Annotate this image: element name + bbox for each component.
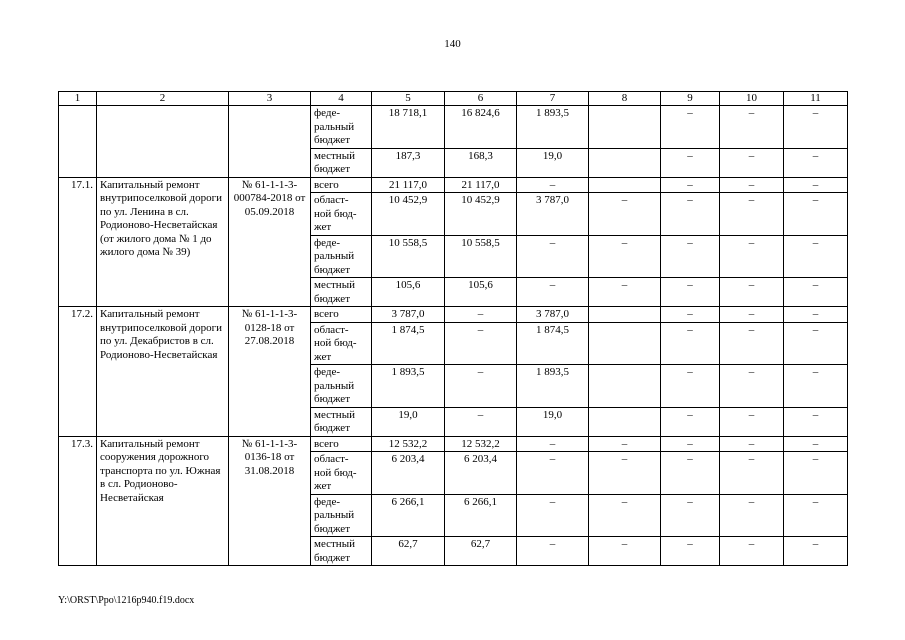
funding-source: феде- ральный бюджет — [311, 494, 372, 537]
column-header-1: 1 — [59, 92, 97, 106]
value-cell-col-11: – — [784, 436, 848, 452]
page-number: 140 — [444, 38, 461, 50]
column-header-8: 8 — [589, 92, 661, 106]
table-header-row — [59, 92, 848, 106]
value-cell-col-6: 10 452,9 — [445, 193, 517, 236]
value-cell-col-6: 62,7 — [445, 537, 517, 566]
value-cell-col-10: – — [720, 365, 784, 408]
funding-source: местный бюджет — [311, 537, 372, 566]
table-row — [59, 177, 848, 193]
funding-source: област- ной бюд- жет — [311, 193, 372, 236]
value-cell-col-11: – — [784, 106, 848, 149]
value-cell-col-5: 105,6 — [372, 278, 445, 307]
funding-source: местный бюджет — [311, 278, 372, 307]
value-cell-col-6: 21 117,0 — [445, 177, 517, 193]
value-cell-col-5: 3 787,0 — [372, 307, 445, 323]
value-cell-col-10: – — [720, 322, 784, 365]
funding-source: местный бюджет — [311, 148, 372, 177]
value-cell-col-6: – — [445, 307, 517, 323]
value-cell-col-5: 6 203,4 — [372, 452, 445, 495]
value-cell-col-5: 62,7 — [372, 537, 445, 566]
item-document — [229, 106, 311, 178]
value-cell-col-8 — [589, 307, 661, 323]
value-cell-col-10: – — [720, 494, 784, 537]
value-cell-col-8: – — [589, 278, 661, 307]
value-cell-col-8 — [589, 407, 661, 436]
value-cell-col-6: 12 532,2 — [445, 436, 517, 452]
value-cell-col-5: 10 558,5 — [372, 235, 445, 278]
value-cell-col-11: – — [784, 177, 848, 193]
value-cell-col-6: 105,6 — [445, 278, 517, 307]
value-cell-col-7: 3 787,0 — [517, 193, 589, 236]
value-cell-col-8: – — [589, 235, 661, 278]
value-cell-col-9: – — [661, 537, 720, 566]
value-cell-col-9: – — [661, 407, 720, 436]
value-cell-col-9: – — [661, 177, 720, 193]
file-path-footer: Y:\ORST\Ppo\1216p940.f19.docx — [58, 595, 195, 606]
value-cell-col-9: – — [661, 322, 720, 365]
value-cell-col-10: – — [720, 193, 784, 236]
value-cell-col-9: – — [661, 193, 720, 236]
value-cell-col-7: – — [517, 537, 589, 566]
funding-source: феде- ральный бюджет — [311, 106, 372, 149]
value-cell-col-7: 19,0 — [517, 407, 589, 436]
value-cell-col-7: 3 787,0 — [517, 307, 589, 323]
item-name: Капитальный ремонт внутрипоселковой дороги по ул. Декабристов в сл. Родионово-Несветайская — [97, 307, 229, 437]
value-cell-col-6: – — [445, 365, 517, 408]
value-cell-col-5: 21 117,0 — [372, 177, 445, 193]
value-cell-col-11: – — [784, 407, 848, 436]
value-cell-col-7: 1 893,5 — [517, 106, 589, 149]
column-header-2: 2 — [97, 92, 229, 106]
value-cell-col-10: – — [720, 537, 784, 566]
value-cell-col-5: 187,3 — [372, 148, 445, 177]
value-cell-col-8 — [589, 177, 661, 193]
value-cell-col-6: – — [445, 407, 517, 436]
value-cell-col-8 — [589, 106, 661, 149]
value-cell-col-11: – — [784, 235, 848, 278]
funding-source: феде- ральный бюджет — [311, 235, 372, 278]
table-row — [59, 106, 848, 149]
value-cell-col-9: – — [661, 278, 720, 307]
value-cell-col-11: – — [784, 307, 848, 323]
value-cell-col-9: – — [661, 235, 720, 278]
value-cell-col-8 — [589, 322, 661, 365]
column-header-3: 3 — [229, 92, 311, 106]
value-cell-col-10: – — [720, 407, 784, 436]
value-cell-col-5: 19,0 — [372, 407, 445, 436]
value-cell-col-6: 168,3 — [445, 148, 517, 177]
item-document: № 61-1-1-3-0136-18 от 31.08.2018 — [229, 436, 311, 566]
value-cell-col-7: 19,0 — [517, 148, 589, 177]
value-cell-col-6: 6 203,4 — [445, 452, 517, 495]
value-cell-col-8: – — [589, 494, 661, 537]
item-document: № 61-1-1-3-0128-18 от 27.08.2018 — [229, 307, 311, 437]
item-number: 17.2. — [59, 307, 97, 437]
value-cell-col-11: – — [784, 322, 848, 365]
value-cell-col-7: – — [517, 436, 589, 452]
item-number: 17.3. — [59, 436, 97, 566]
column-header-10: 10 — [720, 92, 784, 106]
value-cell-col-5: 6 266,1 — [372, 494, 445, 537]
item-document: № 61-1-1-3-000784-2018 от 05.09.2018 — [229, 177, 311, 307]
value-cell-col-6: 16 824,6 — [445, 106, 517, 149]
item-name: Капитальный ремонт сооружения дорожного транспорта по ул. Южная в сл. Родионово-Несветайская — [97, 436, 229, 566]
value-cell-col-8: – — [589, 193, 661, 236]
value-cell-col-10: – — [720, 177, 784, 193]
value-cell-col-9: – — [661, 307, 720, 323]
value-cell-col-11: – — [784, 365, 848, 408]
funding-source: всего — [311, 436, 372, 452]
item-name — [97, 106, 229, 178]
value-cell-col-10: – — [720, 106, 784, 149]
column-header-11: 11 — [784, 92, 848, 106]
value-cell-col-10: – — [720, 307, 784, 323]
value-cell-col-5: 18 718,1 — [372, 106, 445, 149]
value-cell-col-10: – — [720, 235, 784, 278]
value-cell-col-11: – — [784, 278, 848, 307]
column-header-6: 6 — [445, 92, 517, 106]
value-cell-col-8: – — [589, 537, 661, 566]
value-cell-col-5: 1 874,5 — [372, 322, 445, 365]
value-cell-col-9: – — [661, 436, 720, 452]
value-cell-col-11: – — [784, 452, 848, 495]
column-header-5: 5 — [372, 92, 445, 106]
value-cell-col-8 — [589, 365, 661, 408]
value-cell-col-8 — [589, 148, 661, 177]
table-row — [59, 436, 848, 452]
value-cell-col-7: – — [517, 452, 589, 495]
value-cell-col-6: – — [445, 322, 517, 365]
funding-source: всего — [311, 307, 372, 323]
item-number — [59, 106, 97, 178]
value-cell-col-10: – — [720, 452, 784, 495]
value-cell-col-10: – — [720, 148, 784, 177]
value-cell-col-8: – — [589, 436, 661, 452]
table-row — [59, 307, 848, 323]
column-header-4: 4 — [311, 92, 372, 106]
value-cell-col-6: 6 266,1 — [445, 494, 517, 537]
funding-source: всего — [311, 177, 372, 193]
value-cell-col-10: – — [720, 278, 784, 307]
value-cell-col-7: – — [517, 177, 589, 193]
value-cell-col-9: – — [661, 452, 720, 495]
table-body — [59, 92, 848, 566]
value-cell-col-11: – — [784, 193, 848, 236]
column-header-7: 7 — [517, 92, 589, 106]
item-number: 17.1. — [59, 177, 97, 307]
value-cell-col-10: – — [720, 436, 784, 452]
funding-source: местный бюджет — [311, 407, 372, 436]
item-name: Капитальный ремонт внутрипоселковой дороги по ул. Ленина в сл. Родионово-Несветайская (от жилого дома № 1 до жилого дома № 39) — [97, 177, 229, 307]
value-cell-col-11: – — [784, 148, 848, 177]
value-cell-col-5: 1 893,5 — [372, 365, 445, 408]
value-cell-col-5: 10 452,9 — [372, 193, 445, 236]
value-cell-col-9: – — [661, 148, 720, 177]
value-cell-col-9: – — [661, 365, 720, 408]
value-cell-col-7: – — [517, 235, 589, 278]
funding-source: област- ной бюд- жет — [311, 452, 372, 495]
budget-table — [58, 91, 848, 566]
value-cell-col-6: 10 558,5 — [445, 235, 517, 278]
funding-source: феде- ральный бюджет — [311, 365, 372, 408]
value-cell-col-9: – — [661, 106, 720, 149]
value-cell-col-7: 1 874,5 — [517, 322, 589, 365]
column-header-9: 9 — [661, 92, 720, 106]
value-cell-col-5: 12 532,2 — [372, 436, 445, 452]
value-cell-col-7: – — [517, 494, 589, 537]
value-cell-col-9: – — [661, 494, 720, 537]
value-cell-col-7: 1 893,5 — [517, 365, 589, 408]
value-cell-col-11: – — [784, 494, 848, 537]
value-cell-col-11: – — [784, 537, 848, 566]
value-cell-col-7: – — [517, 278, 589, 307]
value-cell-col-8: – — [589, 452, 661, 495]
funding-source: област- ной бюд- жет — [311, 322, 372, 365]
